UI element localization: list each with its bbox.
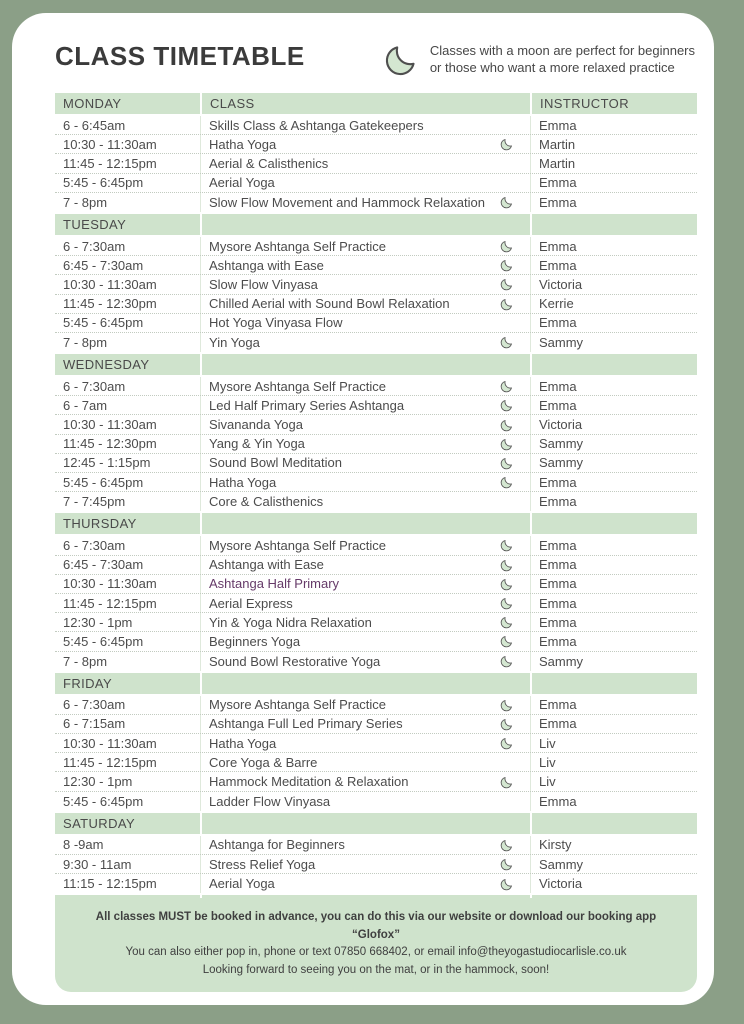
band-spacer bbox=[200, 214, 530, 235]
time-cell: 12:45 - 1:15pm bbox=[63, 455, 151, 471]
class-name: Yang & Yin Yoga bbox=[209, 436, 305, 452]
class-name: Ladder Flow Vinyasa bbox=[209, 793, 331, 809]
moon-icon bbox=[500, 717, 514, 731]
class-row bbox=[55, 792, 697, 811]
moon-icon bbox=[500, 239, 514, 253]
moon-icon bbox=[384, 41, 420, 77]
class-cell bbox=[200, 836, 530, 854]
band-spacer bbox=[530, 513, 697, 534]
instructor-cell: Martin bbox=[530, 135, 697, 153]
class-name: Skills Class & Ashtanga Gatekeepers bbox=[209, 117, 424, 133]
class-row bbox=[55, 492, 697, 511]
day-label: SATURDAY bbox=[63, 815, 136, 831]
time-cell: 6 - 7:30am bbox=[63, 238, 126, 254]
class-row bbox=[55, 696, 697, 715]
class-row bbox=[55, 632, 697, 651]
class-cell bbox=[200, 174, 530, 192]
time-cell: 10:30 - 11:30am bbox=[63, 576, 157, 592]
time-cell: 6 - 7:30am bbox=[63, 378, 126, 394]
class-row bbox=[55, 613, 697, 632]
class-name: Hammock Meditation & Relaxation bbox=[209, 774, 409, 790]
moon-icon bbox=[500, 195, 514, 209]
time-cell: 9:30 - 11am bbox=[63, 856, 132, 872]
time-cell: 5:45 - 6:45pm bbox=[63, 315, 144, 331]
class-name: Slow Flow Movement and Hammock Relaxation bbox=[209, 194, 485, 210]
class-row bbox=[55, 154, 697, 173]
time-cell: 11:45 - 12:15pm bbox=[63, 155, 157, 171]
column-header-instructor: INSTRUCTOR bbox=[530, 93, 697, 114]
instructor-cell: Emma bbox=[530, 696, 697, 714]
moon-icon bbox=[500, 258, 514, 272]
class-row bbox=[55, 874, 697, 893]
class-name: Sound Bowl Restorative Yoga bbox=[209, 653, 381, 669]
page-header bbox=[55, 41, 697, 77]
class-cell bbox=[200, 435, 530, 453]
day-label: WEDNESDAY bbox=[63, 357, 150, 373]
time-cell: 6 - 7:15am bbox=[63, 716, 126, 732]
time-cell: 6:45 - 7:30am bbox=[63, 257, 144, 273]
class-name: Mysore Ashtanga Self Practice bbox=[209, 238, 387, 254]
booking-note-line2: You can also either pop in, phone or text 07850 668402, or email info@theyogastudiocarlisle.co.uk bbox=[125, 946, 627, 959]
band-spacer bbox=[530, 673, 697, 694]
class-row bbox=[55, 396, 697, 415]
instructor-cell: Sammy bbox=[530, 333, 697, 352]
class-row bbox=[55, 575, 697, 594]
column-header-class: CLASS bbox=[200, 93, 530, 114]
instructor-cell: Kerrie bbox=[530, 295, 697, 313]
day-label: TUESDAY bbox=[63, 216, 127, 232]
class-row bbox=[55, 836, 697, 855]
class-name: Core Yoga & Barre bbox=[209, 754, 318, 770]
time-cell: 6 - 6:45am bbox=[63, 117, 126, 133]
instructor-cell: Kirsty bbox=[530, 836, 697, 854]
booking-note bbox=[55, 898, 697, 992]
class-name: Slow Flow Vinyasa bbox=[209, 276, 318, 292]
time-cell: 11:15 - 12:15pm bbox=[63, 876, 157, 892]
class-row bbox=[55, 256, 697, 275]
instructor-cell: Emma bbox=[530, 396, 697, 414]
moon-icon bbox=[500, 418, 514, 432]
time-cell: 10:30 - 11:30am bbox=[63, 417, 157, 433]
instructor-cell: Emma bbox=[530, 536, 697, 554]
class-row bbox=[55, 594, 697, 613]
time-cell: 6 - 7:30am bbox=[63, 697, 126, 713]
page-title: CLASS TIMETABLE bbox=[55, 41, 305, 71]
class-row bbox=[55, 772, 697, 791]
moon-icon bbox=[500, 615, 514, 629]
class-name: Hot Yoga Vinyasa Flow bbox=[209, 315, 343, 331]
band-spacer bbox=[200, 673, 530, 694]
moon-icon bbox=[500, 297, 514, 311]
class-cell bbox=[200, 753, 530, 771]
class-cell bbox=[200, 237, 530, 255]
instructor-cell: Sammy bbox=[530, 435, 697, 453]
moon-icon bbox=[500, 838, 514, 852]
class-name: Core & Calisthenics bbox=[209, 494, 324, 510]
class-name: Aerial Express bbox=[209, 595, 293, 611]
class-name: Ashtanga for Beginners bbox=[209, 837, 345, 853]
timetable bbox=[55, 93, 697, 938]
class-row bbox=[55, 193, 697, 212]
class-row bbox=[55, 855, 697, 874]
class-row bbox=[55, 753, 697, 772]
class-name: Chilled Aerial with Sound Bowl Relaxation bbox=[209, 296, 450, 312]
moon-icon bbox=[500, 558, 514, 572]
day-rows bbox=[55, 375, 697, 511]
moon-icon bbox=[500, 538, 514, 552]
timetable-card bbox=[12, 13, 714, 1005]
class-cell bbox=[200, 715, 530, 733]
instructor-cell: Emma bbox=[530, 613, 697, 631]
class-cell bbox=[200, 874, 530, 893]
class-row bbox=[55, 473, 697, 492]
instructor-cell: Emma bbox=[530, 377, 697, 395]
moon-legend bbox=[384, 41, 695, 77]
time-cell: 5:45 - 6:45pm bbox=[63, 175, 144, 191]
moon-icon bbox=[500, 475, 514, 489]
class-cell bbox=[200, 377, 530, 395]
class-row bbox=[55, 415, 697, 434]
band-spacer bbox=[530, 214, 697, 235]
time-cell: 8 -9am bbox=[63, 837, 104, 853]
band-spacer bbox=[200, 354, 530, 375]
day-band bbox=[55, 673, 697, 694]
class-row bbox=[55, 295, 697, 314]
moon-icon bbox=[500, 379, 514, 393]
instructor-cell: Liv bbox=[530, 734, 697, 752]
class-name: Aerial & Calisthenics bbox=[209, 155, 329, 171]
class-row bbox=[55, 454, 697, 473]
booking-note-line1: All classes MUST be booked in advance, you can do this via our website or download our booking app “Glofox” bbox=[95, 910, 657, 941]
day-band bbox=[55, 513, 697, 534]
class-name: Hatha Yoga bbox=[209, 136, 277, 152]
time-cell: 7 - 8pm bbox=[63, 194, 108, 210]
class-name: Sivananda Yoga bbox=[209, 417, 303, 433]
class-name: Hatha Yoga bbox=[209, 474, 277, 490]
moon-icon bbox=[500, 736, 514, 750]
class-cell bbox=[200, 792, 530, 811]
class-row bbox=[55, 652, 697, 671]
instructor-cell: Emma bbox=[530, 193, 697, 212]
instructor-cell: Victoria bbox=[530, 275, 697, 293]
band-spacer bbox=[200, 813, 530, 834]
instructor-cell: Emma bbox=[530, 594, 697, 612]
band-spacer bbox=[530, 813, 697, 834]
class-name: Beginners Yoga bbox=[209, 633, 301, 649]
day-band bbox=[55, 93, 697, 114]
class-cell bbox=[200, 575, 530, 593]
day-rows bbox=[55, 694, 697, 811]
instructor-cell: Victoria bbox=[530, 874, 697, 893]
class-cell bbox=[200, 295, 530, 313]
time-cell: 6 - 7:30am bbox=[63, 537, 126, 553]
moon-icon bbox=[500, 654, 514, 668]
class-cell bbox=[200, 855, 530, 873]
class-cell bbox=[200, 116, 530, 134]
time-cell: 10:30 - 11:30am bbox=[63, 136, 157, 152]
class-row bbox=[55, 715, 697, 734]
instructor-cell: Emma bbox=[530, 314, 697, 332]
time-cell: 10:30 - 11:30am bbox=[63, 276, 157, 292]
class-cell bbox=[200, 314, 530, 332]
class-cell bbox=[200, 734, 530, 752]
class-name: Ashtanga Half Primary bbox=[209, 576, 340, 592]
instructor-cell: Emma bbox=[530, 256, 697, 274]
class-name: Ashtanga Full Led Primary Series bbox=[209, 716, 403, 732]
day-band bbox=[55, 354, 697, 375]
class-cell bbox=[200, 613, 530, 631]
day-label: THURSDAY bbox=[63, 516, 137, 532]
time-cell: 11:45 - 12:15pm bbox=[63, 595, 157, 611]
class-cell bbox=[200, 772, 530, 790]
class-row bbox=[55, 377, 697, 396]
class-name: Ashtanga with Ease bbox=[209, 557, 324, 573]
time-cell: 7 - 7:45pm bbox=[63, 494, 126, 510]
day-band bbox=[55, 214, 697, 235]
time-cell: 7 - 8pm bbox=[63, 653, 108, 669]
moon-icon bbox=[500, 577, 514, 591]
class-row bbox=[55, 174, 697, 193]
class-name: Yin & Yoga Nidra Relaxation bbox=[209, 614, 372, 630]
class-cell bbox=[200, 415, 530, 433]
class-name: Mysore Ashtanga Self Practice bbox=[209, 697, 387, 713]
legend-line2: or those who want a more relaxed practice bbox=[429, 60, 675, 75]
class-cell bbox=[200, 632, 530, 650]
class-row bbox=[55, 116, 697, 135]
moon-icon bbox=[500, 698, 514, 712]
moon-icon bbox=[500, 857, 514, 871]
day-rows bbox=[55, 114, 697, 212]
booking-note-line3: Looking forward to seeing you on the mat, or in the hammock, soon! bbox=[202, 964, 550, 977]
band-spacer bbox=[200, 513, 530, 534]
class-row bbox=[55, 734, 697, 753]
class-cell bbox=[200, 275, 530, 293]
instructor-cell: Emma bbox=[530, 575, 697, 593]
instructor-cell: Emma bbox=[530, 715, 697, 733]
moon-icon bbox=[500, 456, 514, 470]
time-cell: 7 - 8pm bbox=[63, 334, 108, 350]
class-row bbox=[55, 333, 697, 352]
instructor-cell: Emma bbox=[530, 632, 697, 650]
moon-icon bbox=[500, 634, 514, 648]
instructor-cell: Emma bbox=[530, 237, 697, 255]
instructor-cell: Victoria bbox=[530, 415, 697, 433]
band-spacer bbox=[530, 354, 697, 375]
instructor-cell: Emma bbox=[530, 174, 697, 192]
day-label: FRIDAY bbox=[63, 675, 113, 691]
instructor-cell: Emma bbox=[530, 792, 697, 811]
day-band bbox=[55, 813, 697, 834]
time-cell: 11:45 - 12:30pm bbox=[63, 296, 157, 312]
class-cell bbox=[200, 536, 530, 554]
time-cell: 12:30 - 1pm bbox=[63, 614, 133, 630]
instructor-cell: Emma bbox=[530, 116, 697, 134]
class-row bbox=[55, 314, 697, 333]
moon-icon bbox=[500, 277, 514, 291]
time-cell: 6:45 - 7:30am bbox=[63, 557, 144, 573]
class-name: Mysore Ashtanga Self Practice bbox=[209, 537, 387, 553]
instructor-cell: Liv bbox=[530, 753, 697, 771]
class-cell bbox=[200, 652, 530, 671]
class-name: Aerial Yoga bbox=[209, 876, 275, 892]
time-cell: 6 - 7am bbox=[63, 397, 108, 413]
class-name: Sound Bowl Meditation bbox=[209, 455, 342, 471]
time-cell: 11:45 - 12:30pm bbox=[63, 436, 157, 452]
instructor-cell: Liv bbox=[530, 772, 697, 790]
class-row bbox=[55, 556, 697, 575]
legend-line1: Classes with a moon are perfect for beginners bbox=[429, 42, 695, 58]
instructor-cell: Martin bbox=[530, 154, 697, 172]
time-cell: 11:45 - 12:15pm bbox=[63, 754, 157, 770]
day-rows bbox=[55, 534, 697, 670]
class-row bbox=[55, 237, 697, 256]
class-cell bbox=[200, 696, 530, 714]
class-name: Ashtanga with Ease bbox=[209, 257, 324, 273]
class-cell bbox=[200, 396, 530, 414]
class-name: Yin Yoga bbox=[209, 334, 260, 350]
class-cell bbox=[200, 556, 530, 574]
day-label: MONDAY bbox=[63, 96, 122, 111]
class-cell bbox=[200, 454, 530, 472]
class-row bbox=[55, 135, 697, 154]
time-cell: 12:30 - 1pm bbox=[63, 774, 133, 790]
time-cell: 5:45 - 6:45pm bbox=[63, 793, 144, 809]
class-row bbox=[55, 536, 697, 555]
moon-icon bbox=[500, 877, 514, 891]
moon-icon bbox=[500, 775, 514, 789]
moon-icon bbox=[500, 335, 514, 349]
class-name: Mysore Ashtanga Self Practice bbox=[209, 378, 387, 394]
class-name: Stress Relief Yoga bbox=[209, 856, 316, 872]
instructor-cell: Sammy bbox=[530, 454, 697, 472]
moon-icon bbox=[500, 137, 514, 151]
instructor-cell: Emma bbox=[530, 556, 697, 574]
class-row bbox=[55, 275, 697, 294]
class-name: Aerial Yoga bbox=[209, 175, 275, 191]
class-cell bbox=[200, 154, 530, 172]
instructor-cell: Emma bbox=[530, 473, 697, 491]
instructor-cell: Sammy bbox=[530, 855, 697, 873]
class-cell bbox=[200, 193, 530, 212]
class-cell bbox=[200, 492, 530, 511]
moon-icon bbox=[500, 437, 514, 451]
moon-icon bbox=[500, 398, 514, 412]
time-cell: 10:30 - 11:30am bbox=[63, 735, 157, 751]
moon-icon bbox=[500, 596, 514, 610]
day-rows bbox=[55, 235, 697, 352]
class-name: Hatha Yoga bbox=[209, 735, 277, 751]
class-cell bbox=[200, 135, 530, 153]
class-cell bbox=[200, 594, 530, 612]
legend-text bbox=[430, 42, 695, 76]
class-name: Led Half Primary Series Ashtanga bbox=[209, 397, 405, 413]
class-cell bbox=[200, 256, 530, 274]
time-cell: 5:45 - 6:45pm bbox=[63, 633, 144, 649]
day-rows bbox=[55, 834, 697, 894]
instructor-cell: Emma bbox=[530, 492, 697, 511]
class-row bbox=[55, 435, 697, 454]
time-cell: 5:45 - 6:45pm bbox=[63, 474, 144, 490]
instructor-cell: Sammy bbox=[530, 652, 697, 671]
class-cell bbox=[200, 473, 530, 491]
class-cell bbox=[200, 333, 530, 352]
